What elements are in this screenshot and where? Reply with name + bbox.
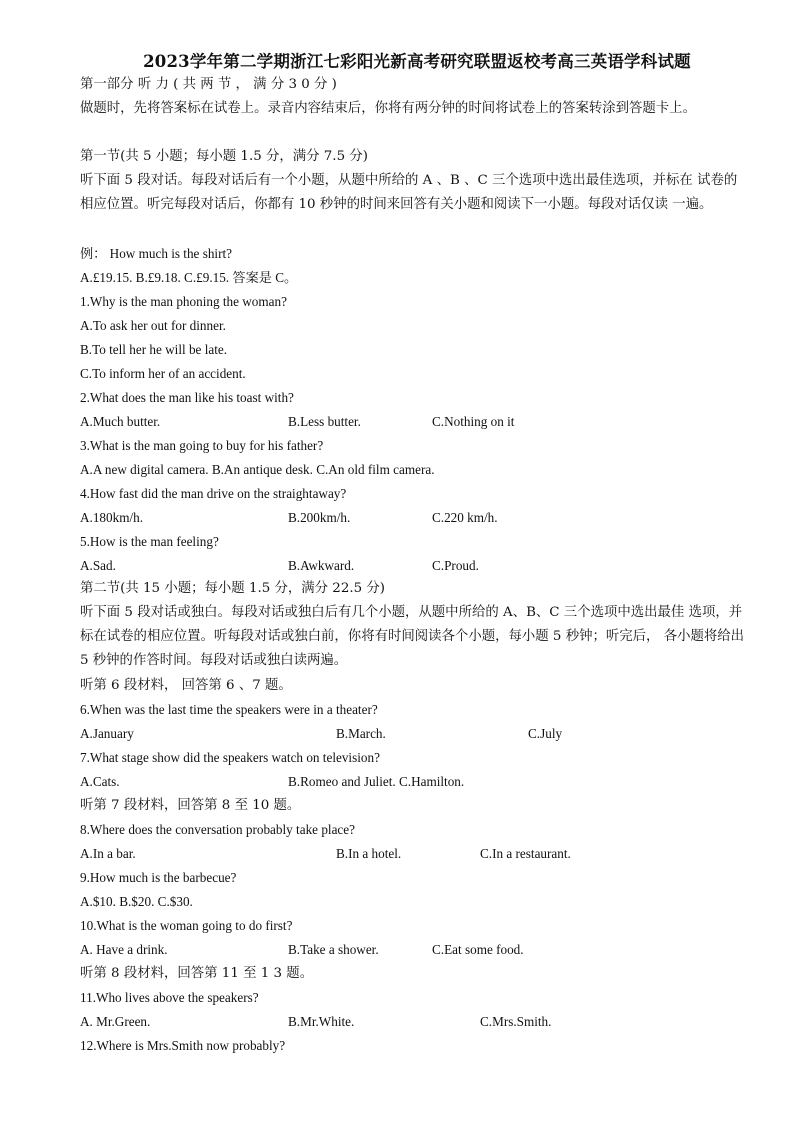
page-title: 2023学年第二学期浙江七彩阳光新高考研究联盟返校考高三英语学科试题 — [143, 52, 691, 71]
q3-options: A.A new digital camera. B.An antique desk. C.An old film camera. — [80, 462, 435, 477]
question-4: 4.How fast did the man drive on the straightaway? — [80, 486, 347, 501]
material-8-heading: 听第 8 段材料，回答第 11 至 1 3 题。 — [80, 966, 314, 981]
q5-option-b: B.Awkward. — [288, 558, 355, 573]
q11-option-c: C.Mrs.Smith. — [480, 1014, 552, 1029]
q8-option-b: B.In a hotel. — [336, 846, 402, 861]
q4-option-c: C.220 km/h. — [432, 510, 498, 525]
q4-option-a: A.180km/h. — [80, 510, 144, 525]
instruction-paragraph-1: 做题时，先将答案标在试卷上。录音内容结束后，你将有两分钟的时间将试卷上的答案转涂到答题卡上。 — [80, 101, 696, 116]
question-3: 3.What is the man going to buy for his father? — [80, 438, 324, 453]
section1-heading: 第一节(共 5 小题；每小题 1.5 分，满分 7.5 分) — [80, 149, 368, 164]
q6-option-b: B.March. — [336, 726, 386, 741]
material-6-heading: 听第 6 段材料， 回答第 6 、7 题。 — [80, 678, 292, 693]
q8-option-a: A.In a bar. — [80, 846, 136, 861]
question-9: 9.How much is the barbecue? — [80, 870, 237, 885]
part1-heading: 第一部分 听 力 ( 共 两 节 ， 满 分 3 0 分 ) — [80, 77, 337, 92]
q7-options-bc: B.Romeo and Juliet. C.Hamilton. — [288, 774, 465, 789]
q1-option-c: C.To inform her of an accident. — [80, 366, 246, 381]
q10-option-b: B.Take a shower. — [288, 942, 379, 957]
q11-option-b: B.Mr.White. — [288, 1014, 355, 1029]
q11-option-a: A. Mr.Green. — [80, 1014, 151, 1029]
q5-option-a: A.Sad. — [80, 558, 116, 573]
instruction-paragraph-3: 听下面 5 段对话或独白。每段对话或独白后有几个小题，从题中所给的 A、B、C 三个选项中选出最佳 选项，并标在试卷的相应位置。听每段对话或独白前，你将有时间阅读各个小题，每小题 5 秒钟；听完后， 各小题将给出 5 秒钟的作答时间。每段对话或独白读两遍。 — [80, 605, 745, 668]
q6-option-c: C.July — [528, 726, 563, 741]
example-answer: A.£19.15. B.£9.18. C.£9.15. 答案是 C。 — [80, 270, 298, 285]
section2-heading: 第二节(共 15 小题；每小题 1.5 分，满分 22.5 分) — [80, 581, 385, 596]
example-question: 例： How much is the shirt? — [80, 246, 233, 261]
question-6: 6.When was the last time the speakers were in a theater? — [80, 702, 378, 717]
question-8: 8.Where does the conversation probably take place? — [80, 822, 355, 837]
q10-option-c: C.Eat some food. — [432, 942, 524, 957]
q2-option-c: C.Nothing on it — [432, 414, 515, 429]
question-12: 12.Where is Mrs.Smith now probably? — [80, 1038, 286, 1053]
question-7: 7.What stage show did the speakers watch on television? — [80, 750, 380, 765]
material-7-heading: 听第 7 段材料，回答第 8 至 10 题。 — [80, 798, 301, 813]
question-2: 2.What does the man like his toast with? — [80, 390, 294, 405]
question-10: 10.What is the woman going to do first? — [80, 918, 293, 933]
instruction-paragraph-2: 听下面 5 段对话。每段对话后有一个小题，从题中所给的 A 、B 、C 三个选项中选出最佳选项，并标在 试卷的相应位置。听完每段对话后，你都有 10 秒钟的时间来回答有关小题和阅读下一小题。每段对话仅读 一遍。 — [80, 173, 738, 212]
question-11: 11.Who lives above the speakers? — [80, 990, 259, 1005]
q8-option-c: C.In a restaurant. — [480, 846, 571, 861]
q1-option-a: A.To ask her out for dinner. — [80, 318, 226, 333]
q7-option-a: A.Cats. — [80, 774, 120, 789]
q2-option-b: B.Less butter. — [288, 414, 361, 429]
q2-option-a: A.Much butter. — [80, 414, 161, 429]
q9-options: A.$10. B.$20. C.$30. — [80, 894, 193, 909]
question-1: 1.Why is the man phoning the woman? — [80, 294, 287, 309]
question-5: 5.How is the man feeling? — [80, 534, 219, 549]
q4-option-b: B.200km/h. — [288, 510, 351, 525]
q10-option-a: A. Have a drink. — [80, 942, 168, 957]
q5-option-c: C.Proud. — [432, 558, 479, 573]
q6-option-a: A.January — [80, 726, 134, 741]
q1-option-b: B.To tell her he will be late. — [80, 342, 228, 357]
